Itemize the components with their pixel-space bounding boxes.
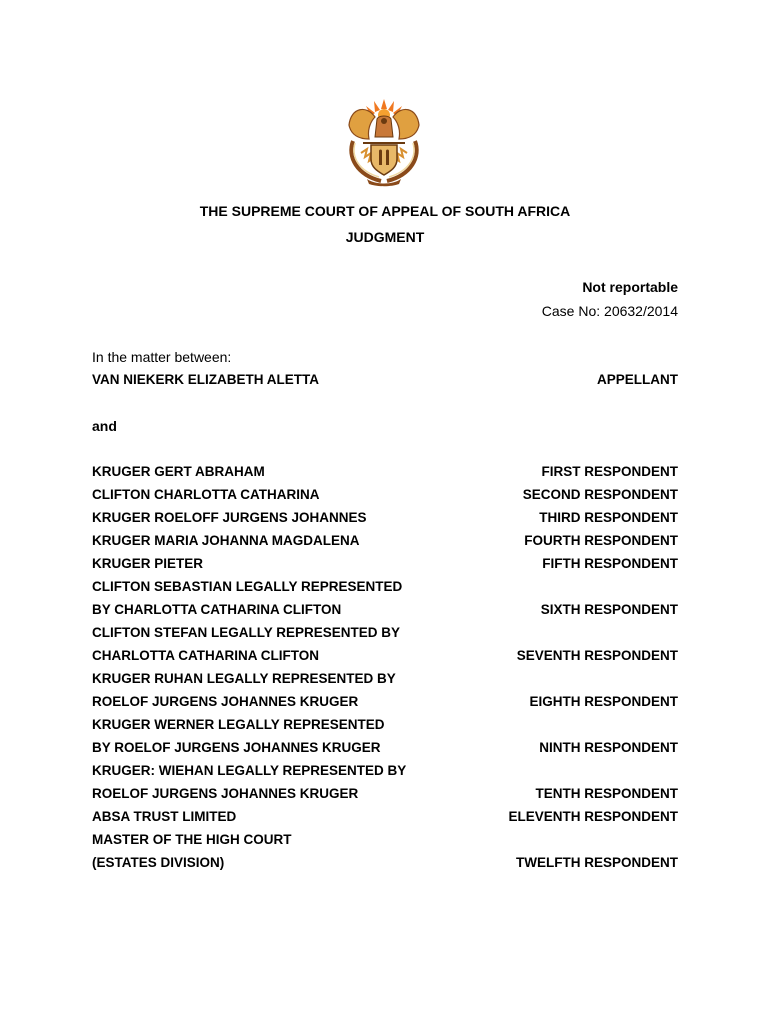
coat-of-arms-icon [341,95,427,187]
party-name: KRUGER ROELOFF JURGENS JOHANNES [92,510,367,525]
party-row [92,510,678,530]
party-role: FIRST RESPONDENT [541,464,678,479]
party-role: SECOND RESPONDENT [522,487,678,502]
appellant-role: APPELLANT [597,372,678,387]
party-row [92,809,678,829]
party-role: TENTH RESPONDENT [535,786,678,801]
party-name: KRUGER: WIEHAN LEGALLY REPRESENTED BY [92,763,407,778]
party-row [92,786,678,806]
party-role: EIGHTH RESPONDENT [529,694,678,709]
appellant-row [92,372,678,392]
case-number: Case No: 20632/2014 [541,303,678,319]
party-name: KRUGER MARIA JOHANNA MAGDALENA [92,533,360,548]
appellant-name: VAN NIEKERK ELIZABETH ALETTA [92,372,319,387]
party-row [92,602,678,622]
party-name: KRUGER GERT ABRAHAM [92,464,265,479]
party-name: CLIFTON SEBASTIAN LEGALLY REPRESENTED [92,579,403,594]
party-row [92,717,678,737]
party-role: SEVENTH RESPONDENT [516,648,678,663]
party-role: TWELFTH RESPONDENT [516,855,678,870]
party-role: THIRD RESPONDENT [539,510,678,525]
document-title: JUDGMENT [345,229,425,245]
court-name: THE SUPREME COURT OF APPEAL OF SOUTH AFRICA [199,203,571,219]
matter-intro: In the matter between: [92,349,232,365]
party-name: KRUGER WERNER LEGALLY REPRESENTED [92,717,385,732]
party-name: BY ROELOF JURGENS JOHANNES KRUGER [92,740,381,755]
party-row [92,487,678,507]
party-role: FIFTH RESPONDENT [542,556,678,571]
party-name: KRUGER PIETER [92,556,204,571]
and-separator: and [92,418,117,434]
party-name: MASTER OF THE HIGH COURT [92,832,292,847]
party-name: KRUGER RUHAN LEGALLY REPRESENTED BY [92,671,396,686]
party-row [92,763,678,783]
party-name: CLIFTON CHARLOTTA CATHARINA [92,487,320,502]
party-name: ABSA TRUST LIMITED [92,809,237,824]
reportable-status: Not reportable [582,279,678,295]
party-row [92,625,678,645]
party-role: NINTH RESPONDENT [539,740,678,755]
party-name: (ESTATES DIVISION) [92,855,225,870]
party-role: SIXTH RESPONDENT [540,602,678,617]
party-name: CHARLOTTA CATHARINA CLIFTON [92,648,319,663]
party-name: BY CHARLOTTA CATHARINA CLIFTON [92,602,342,617]
party-role: FOURTH RESPONDENT [524,533,678,548]
party-row [92,740,678,760]
party-name: ROELOF JURGENS JOHANNES KRUGER [92,786,359,801]
party-row [92,556,678,576]
party-row [92,694,678,714]
party-row [92,671,678,691]
party-row [92,855,678,875]
party-row [92,464,678,484]
party-name: CLIFTON STEFAN LEGALLY REPRESENTED BY [92,625,401,640]
party-role: ELEVENTH RESPONDENT [508,809,678,824]
party-row [92,648,678,668]
party-name: ROELOF JURGENS JOHANNES KRUGER [92,694,359,709]
party-row [92,832,678,852]
party-row [92,579,678,599]
party-row [92,533,678,553]
